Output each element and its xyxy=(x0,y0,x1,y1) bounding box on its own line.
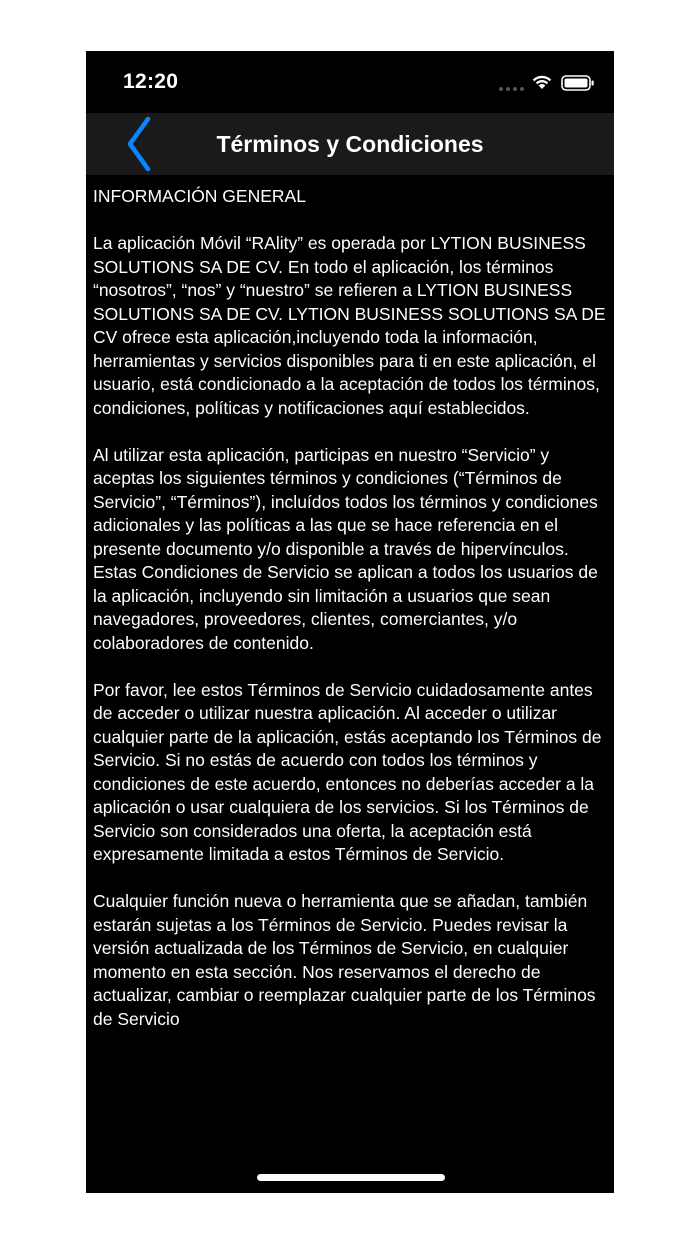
terms-paragraph: Por favor, lee estos Términos de Servicio cuidadosamente antes de acceder o utilizar nuestra aplicación. Al acceder o utilizar cualquier parte de la aplicación, estás aceptando los Términos de Servicio. Si no estás de acuerdo con todos los términos y condiciones de este acuerdo, entonces no deberías acceder a la aplicación o usar cualquiera de los servicios. Si los Términos de Servicio son considerados una oferta, la aceptación está expresamente limitada a estos Términos de Servicio. xyxy=(93,679,607,864)
wifi-icon xyxy=(531,73,553,90)
signal-icon xyxy=(499,87,525,91)
phone-screen xyxy=(86,51,614,1193)
page-title: Términos y Condiciones xyxy=(216,131,484,157)
status-time: 12:20 xyxy=(123,70,179,93)
navigation-bar xyxy=(86,113,614,175)
home-indicator[interactable] xyxy=(257,1174,445,1181)
terms-text xyxy=(93,185,611,1031)
battery-icon xyxy=(561,75,595,91)
terms-scroll-view[interactable] xyxy=(86,175,614,1145)
terms-paragraph: Cualquier función nueva o herramienta que se añadan, también estarán sujetas a los Términos de Servicio. Puedes revisar la versión actualizada de los Términos de Servicio, en cualquier momento en esta sección. Nos reservamos el derecho de actualizar, cambiar o reemplazar cualquier parte de los Términos de Servicio xyxy=(93,891,601,1029)
status-bar xyxy=(86,51,614,113)
terms-paragraph: La aplicación Móvil “RAlity” es operada por LYTION BUSINESS SOLUTIONS SA DE CV. En todo el aplicación, los términos “nosotros”, “nos” y “nuestro” se refieren a LYTION BUSINESS SOLUTIONS SA DE CV. LYTION BUSINESS SOLUTIONS SA DE CV ofrece esta aplicación,incluyendo toda la información, herramientas y servicios disponibles para ti en este aplicación, el usuario, está condicionado a la aceptación de todos los términos, condiciones, políticas y notificaciones aquí establecidos. xyxy=(93,233,611,418)
terms-paragraph: Al utilizar esta aplicación, participas en nuestro “Servicio” y aceptas los siguientes términos y condiciones (“Términos de Servicio”, “Términos”), incluídos todos los términos y condiciones adicionales y las políticas a las que se hace referencia en el presente documento y/o disponible a través de hipervínculos. Estas Condiciones de Servicio se aplican a todos los usuarios de la aplicación, incluyendo sin limitación a usuarios que sean navegadores, proveedores, clientes, comerciantes, y/o colaboradores de contenido. xyxy=(93,444,603,653)
section-heading: INFORMACIÓN GENERAL xyxy=(93,186,306,206)
